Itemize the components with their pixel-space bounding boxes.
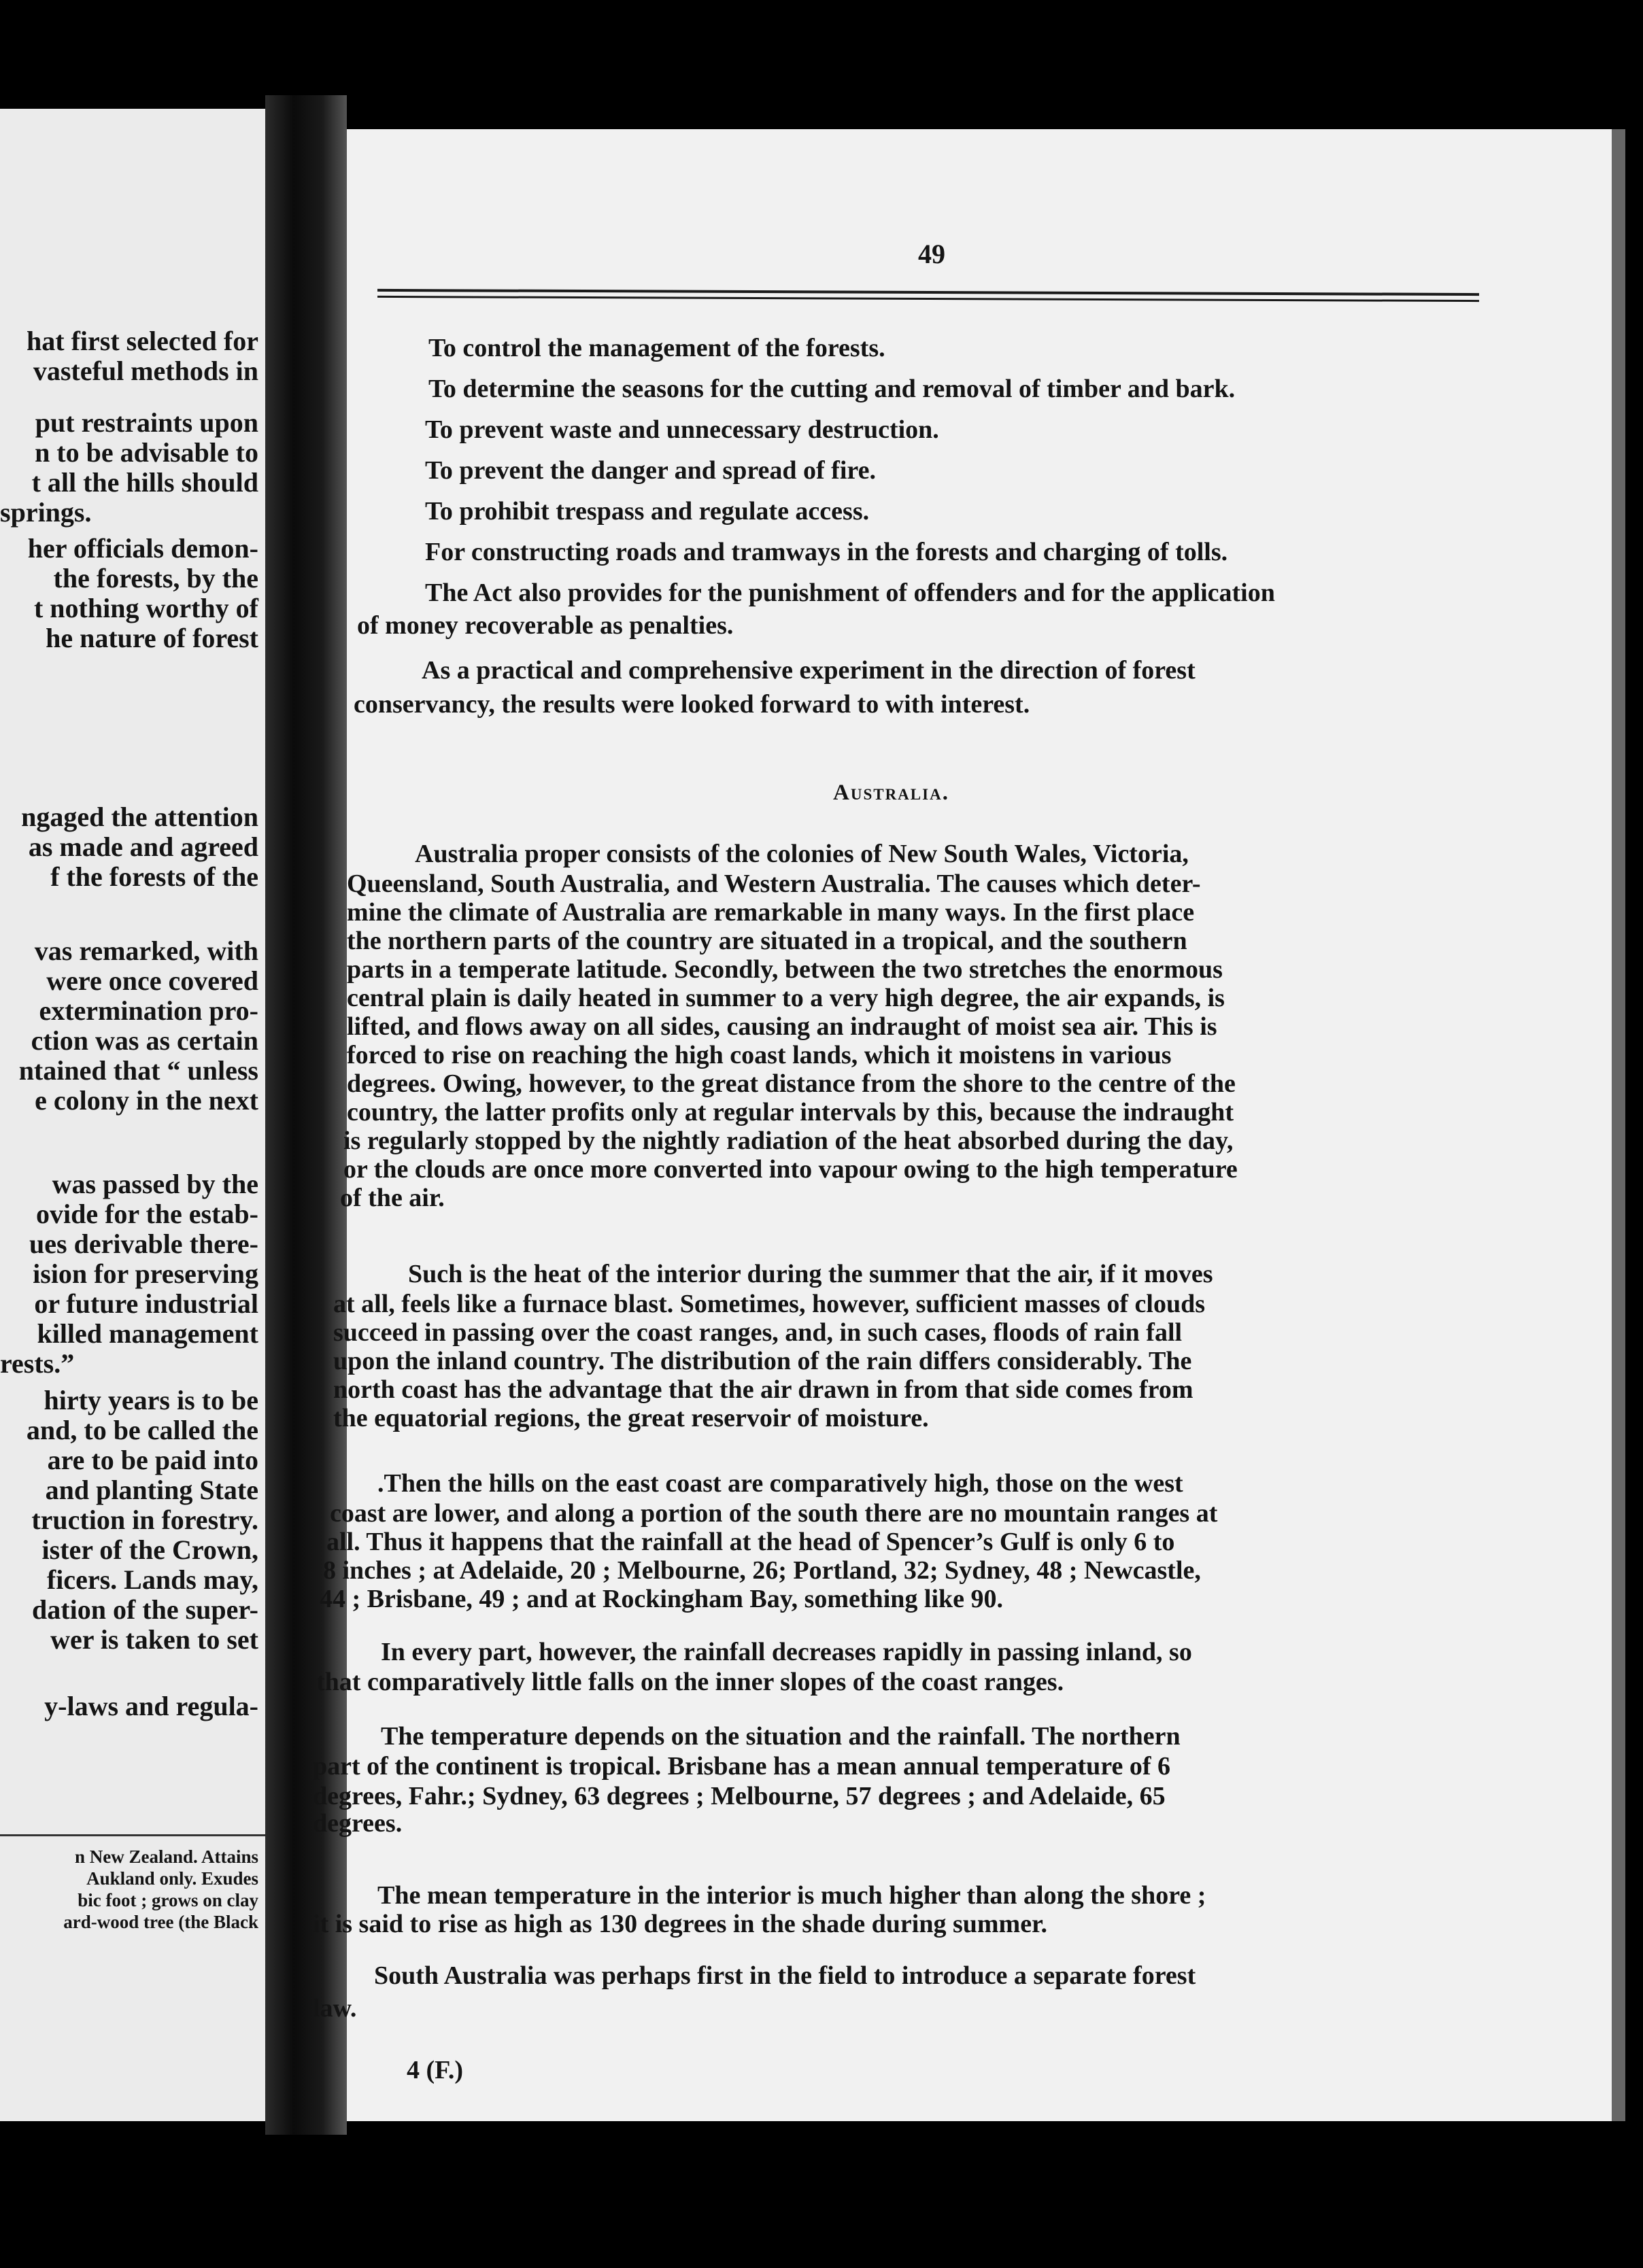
text-line: forced to rise on reaching the high coast lands, which it moistens in various [347, 1041, 1172, 1069]
page-edge [1612, 129, 1625, 2121]
left-line: killed management [37, 1318, 258, 1349]
text-line: part of the continent is tropical. Brisbane has a mean annual temperature of 6 [313, 1752, 1171, 1781]
text-line: succeed in passing over the coast ranges, and, in such cases, floods of rain fall [333, 1318, 1183, 1347]
text-line: To control the management of the forests. [428, 334, 885, 362]
text-line: The mean temperature in the interior is much higher than along the shore ; [377, 1881, 1206, 1910]
left-line: t all the hills should [31, 467, 258, 498]
left-line: ficers. Lands may, [46, 1564, 258, 1595]
footnote-line: bic foot ; grows on clay [78, 1890, 258, 1910]
left-line: extermination pro- [39, 995, 258, 1026]
text-line: the equatorial regions, the great reservoir of moisture. [333, 1404, 929, 1432]
left-line: truction in forestry. [31, 1505, 258, 1535]
left-line: rests.” [0, 1348, 75, 1379]
left-line: ngaged the attention [21, 802, 258, 832]
left-line: he nature of forest [46, 623, 258, 653]
text-line: In every part, however, the rainfall decreases rapidly in passing inland, so [381, 1638, 1192, 1666]
left-line: were once covered [46, 965, 258, 996]
text-line: degrees, Fahr.; Sydney, 63 degrees ; Melbourne, 57 degrees ; and Adelaide, 65 [313, 1782, 1166, 1810]
text-line: upon the inland country. The distribution of the rain differs considerably. The [333, 1347, 1192, 1375]
text-line: South Australia was perhaps first in the field to introduce a separate forest [374, 1961, 1196, 1990]
left-line: e colony in the next [35, 1085, 258, 1116]
text-line: conservancy, the results were looked forward to with interest. [354, 690, 1030, 719]
left-line: or future industrial [34, 1288, 258, 1319]
text-line: parts in a temperate latitude. Secondly, between the two stretches the enormous [347, 955, 1223, 984]
left-line: hirty years is to be [44, 1385, 258, 1415]
text-line: of the air. [340, 1184, 445, 1212]
footnote-line: ard-wood tree (the Black [63, 1912, 258, 1932]
left-line: and, to be called the [26, 1415, 258, 1445]
text-line: country, the latter profits only at regular intervals by this, because the indraught [347, 1098, 1234, 1127]
left-line: put restraints upon [35, 407, 258, 438]
text-line: mine the climate of Australia are remarkable in many ways. In the first place [347, 898, 1195, 927]
text-line: is regularly stopped by the nightly radiation of the heat absorbed during the day, [343, 1127, 1234, 1155]
left-line: vasteful methods in [33, 356, 258, 386]
section-heading: Australia. [833, 780, 949, 805]
text-line: 8 inches ; at Adelaide, 20 ; Melbourne, 26; Portland, 32; Sydney, 48 ; Newcastle, [323, 1556, 1201, 1585]
left-line: n to be advisable to [35, 437, 258, 468]
left-line: her officials demon- [27, 533, 258, 564]
left-line: f the forests of the [50, 861, 258, 892]
left-line: ister of the Crown, [41, 1534, 258, 1565]
signature-mark: 4 (F.) [407, 2056, 464, 2084]
text-line: The temperature depends on the situation and the rainfall. The northern [381, 1722, 1181, 1751]
left-line: the forests, by the [53, 563, 258, 594]
text-line: that comparatively little falls on the inner slopes of the coast ranges. [316, 1668, 1064, 1696]
text-line: To prohibit trespass and regulate access. [425, 497, 870, 526]
text-line: at all, feels like a furnace blast. Sometimes, however, sufficient masses of clouds [333, 1290, 1206, 1318]
text-line: To prevent waste and unnecessary destruction. [425, 415, 939, 444]
left-line: ues derivable there- [29, 1228, 258, 1259]
text-line: Australia proper consists of the colonies of New South Wales, Victoria, [415, 840, 1189, 868]
text-line: To prevent the danger and spread of fire. [425, 456, 876, 485]
left-line: ovide for the estab- [36, 1199, 258, 1229]
left-line: ision for preserving [33, 1258, 258, 1289]
footnote-rule [0, 1834, 265, 1836]
text-line: To determine the seasons for the cutting and removal of timber and bark. [428, 375, 1236, 403]
footnote-line: Aukland only. Exudes [86, 1868, 258, 1889]
text-line: the northern parts of the country are situated in a tropical, and the southern [347, 927, 1187, 955]
text-line: law. [313, 1994, 357, 2023]
text-line: Queensland, South Australia, and Western Australia. The causes which deter- [347, 870, 1201, 898]
text-line: all. Thus it happens that the rainfall at the head of Spencer’s Gulf is only 6 to [326, 1528, 1175, 1556]
text-line: lifted, and flows away on all sides, causing an indraught of moist sea air. This is [347, 1012, 1217, 1041]
text-line: 44 ; Brisbane, 49 ; and at Rockingham Bay, something like 90. [320, 1585, 1003, 1613]
left-line: dation of the super- [32, 1594, 258, 1625]
text-line: degrees. [313, 1809, 403, 1838]
left-line: vas remarked, with [34, 935, 258, 966]
left-line: and planting State [45, 1475, 258, 1505]
text-line: central plain is daily heated in summer to a very high degree, the air expands, is [347, 984, 1225, 1012]
left-line: as made and agreed [28, 831, 258, 862]
text-line: As a practical and comprehensive experiment in the direction of forest [422, 656, 1196, 685]
text-line: For constructing roads and tramways in the forests and charging of tolls. [425, 538, 1228, 566]
text-line: degrees. Owing, however, to the great distance from the shore to the centre of the [347, 1069, 1236, 1098]
left-page [0, 109, 265, 2121]
left-line: ction was as certain [31, 1025, 258, 1056]
left-line: wer is taken to set [50, 1624, 258, 1655]
text-line: .Then the hills on the east coast are comparatively high, those on the west [377, 1469, 1183, 1498]
left-line: was passed by the [52, 1169, 258, 1199]
text-line: north coast has the advantage that the air drawn in from that side comes from [333, 1375, 1193, 1404]
left-line: are to be paid into [47, 1445, 258, 1475]
left-line: y-laws and regula- [44, 1691, 258, 1721]
left-line: springs. [0, 497, 92, 528]
text-line: Such is the heat of the interior during the summer that the air, if it moves [408, 1260, 1213, 1288]
text-line: of money recoverable as penalties. [357, 611, 734, 640]
left-line: hat first selected for [27, 326, 258, 356]
text-line: or the clouds are once more converted into vapour owing to the high temperature [343, 1155, 1238, 1184]
footnote-line: n New Zealand. Attains [74, 1846, 258, 1867]
text-line: The Act also provides for the punishment of offenders and for the application [425, 579, 1275, 607]
page-number: 49 [918, 239, 945, 269]
text-line: coast are lower, and along a portion of the south there are no mountain ranges at [330, 1499, 1218, 1528]
left-line: ntained that “ unless [18, 1055, 258, 1086]
text-line: it is said to rise as high as 130 degrees in the shade during summer. [313, 1910, 1047, 1938]
left-line: t nothing worthy of [33, 593, 258, 623]
